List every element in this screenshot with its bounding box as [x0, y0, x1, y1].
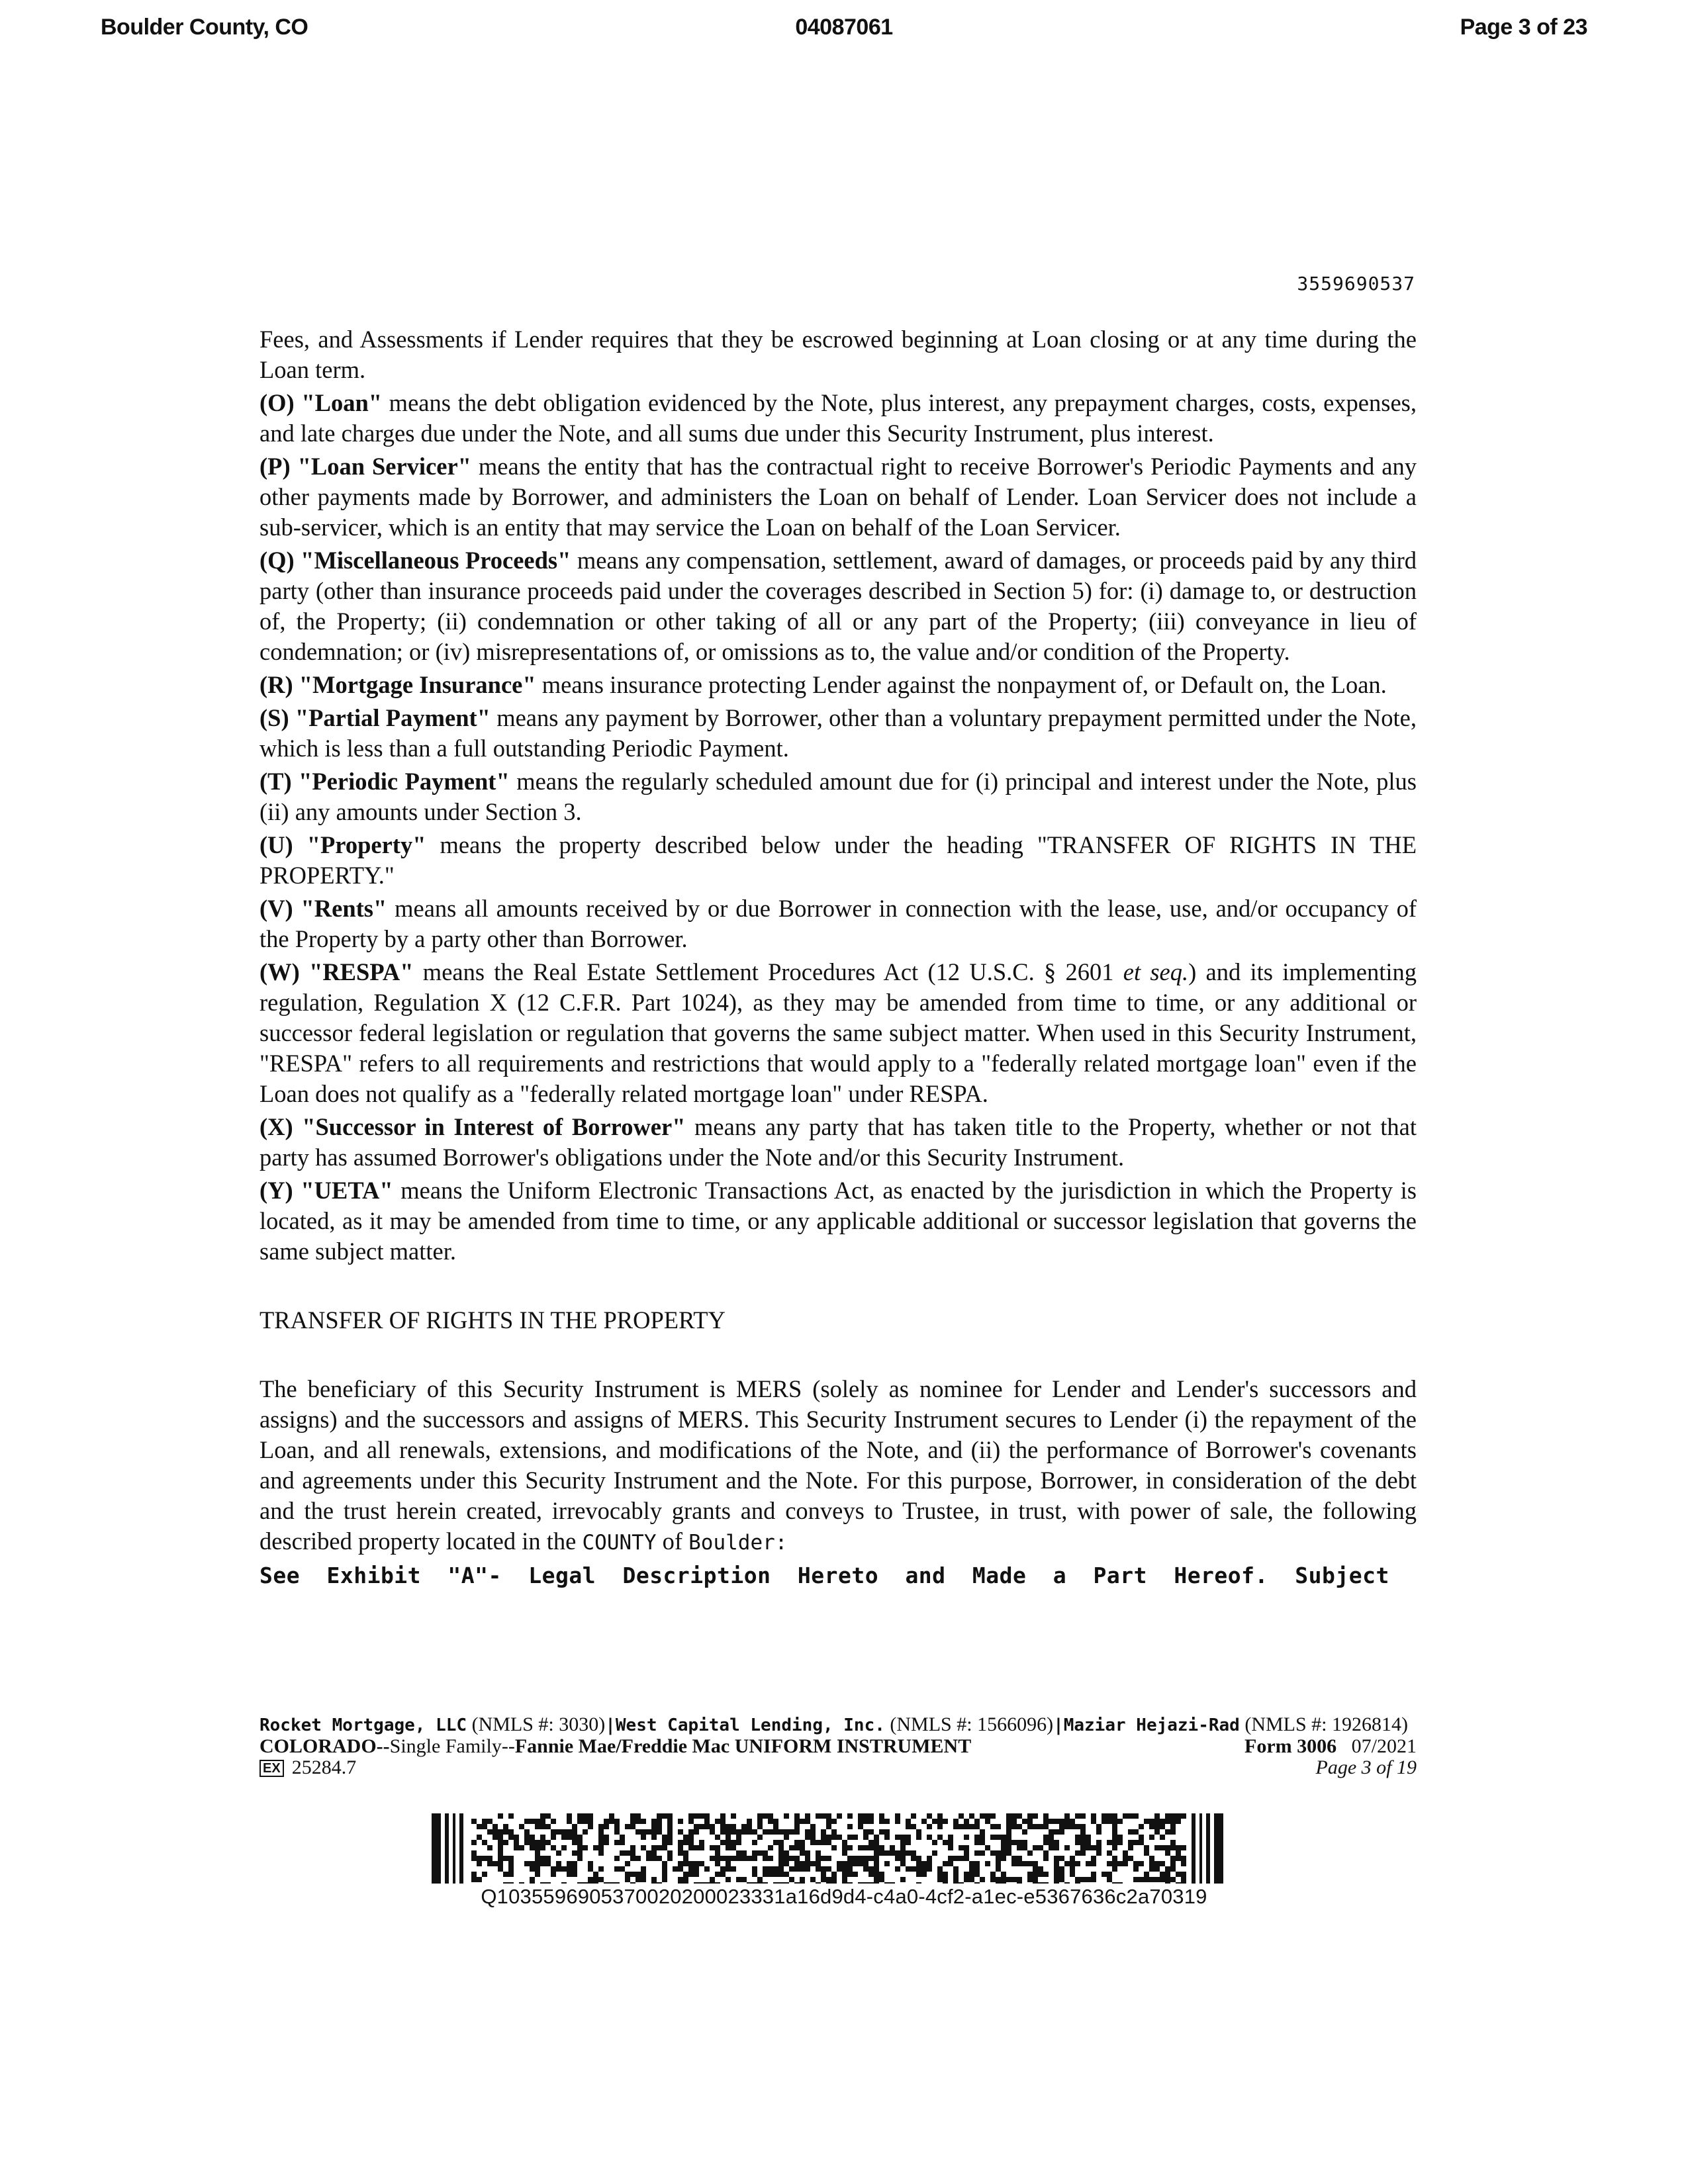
definition-v: (V) "Rents" means all amounts received by or due Borrower in connection with the lease, use, and/or occupancy of the Property by a party other than Borrower.	[259, 895, 1417, 952]
definition-o: (O) "Loan" means the debt obligation evidenced by the Note, plus interest, any prepayment charges, costs, expenses, and late charges due under the Note, and all sums due under this Security Instrument, plus interest.	[259, 389, 1417, 447]
doc-code-row	[259, 1757, 1417, 1778]
doc-code: 25284.7	[291, 1756, 357, 1778]
definition-s: (S) "Partial Payment" means any payment by Borrower, other than a voluntary prepayment permitted under the Note, which is less than a full outstanding Periodic Payment.	[259, 704, 1417, 762]
definition-term: (T) "Periodic Payment"	[259, 768, 510, 795]
instrument-title: COLORADO--Single Family--Fannie Mae/Freddie Mac UNIFORM INSTRUMENT	[259, 1735, 972, 1757]
definition-w: (W) "RESPA" means the Real Estate Settlement Procedures Act (12 U.S.C. § 2601 et seq.) and its implementing regulation, Regulation X (12 C.F.R. Part 1024), as they may be amended from time to time, or any additional or successor federal legislation or regulation that governs the same subject matter. When used in this Security Instrument, "RESPA" refers to all requirements and restrictions that would apply to a "federally related mortgage loan" even if the Loan does not qualify as a "federally related mortgage loan" under RESPA.	[259, 958, 1417, 1107]
barcode-text: Q1035596905370020200023331a16d9d4-c4a0-4cf2-a1ec-e5367636c2a70319	[481, 1885, 1207, 1908]
definition-r: (R) "Mortgage Insurance" means insurance protecting Lender against the nonpayment of, or Default on, the Loan.	[259, 671, 1387, 698]
definition-u: (U) "Property" means the property described below under the heading "TRANSFER OF RIGHTS IN THE PROPERTY."	[259, 831, 1417, 889]
definition-y: (Y) "UETA" means the Uniform Electronic Transactions Act, as enacted by the jurisdiction in which the Property is located, as it may be amended from time to time, or any applicable additional or successor legislation that governs the same subject matter.	[259, 1177, 1417, 1265]
definition-term: (W) "RESPA"	[259, 958, 414, 985]
page-header	[101, 15, 1587, 45]
section-heading: TRANSFER OF RIGHTS IN THE PROPERTY	[259, 1306, 726, 1334]
transfer-paragraph: The beneficiary of this Security Instrument is MERS (solely as nominee for Lender and Lender's successors and assigns) and the successors and assigns of MERS. This Security Instrument secures to Lender (i) the repayment of the Loan, and all renewals, extensions, and modifications of the Note, and (ii) the performance of Borrower's covenants and agreements under this Security Instrument and the Note. For this purpose, Borrower, in consideration of the debt and the trust herein created, irrevocably grants and conveys to Trustee, in trust, with power of sale, the following described property located in the COUNTY of Boulder:	[259, 1375, 1417, 1555]
definition-term: (U) "Property"	[259, 831, 426, 858]
instrument-row	[259, 1736, 1417, 1757]
definition-term: (V) "Rents"	[259, 895, 387, 922]
definition-term: (O) "Loan"	[259, 389, 383, 416]
definition-term: (Y) "UETA"	[259, 1177, 393, 1204]
form-id: Form 3006 07/2021	[1244, 1735, 1417, 1757]
county-label: Boulder County, CO	[101, 15, 308, 40]
form-page: Page 3 of 19	[1315, 1756, 1417, 1778]
county-type: COUNTY	[582, 1531, 657, 1555]
lender-line: Rocket Mortgage, LLC (NMLS #: 3030)|West Capital Lending, Inc. (NMLS #: 1566096)|Maziar Hejazi-Rad (NMLS #: 1926814)	[259, 1713, 1408, 1735]
definition-term: (S) "Partial Payment"	[259, 704, 491, 731]
document-body	[259, 324, 1417, 1591]
exhibit-line: See Exhibit "A"- Legal Description Hereto and Made a Part Hereof. Subject	[259, 1563, 1389, 1588]
definition-t: (T) "Periodic Payment" means the regularly scheduled amount due for (i) principal and interest under the Note, plus (ii) any amounts under Section 3.	[259, 768, 1417, 825]
definition-continuation: Fees, and Assessments if Lender requires that they be escrowed beginning at Loan closing or at any time during the Loan term.	[259, 326, 1417, 383]
loan-number: 3559690537	[1297, 273, 1415, 295]
definition-term: (X) "Successor in Interest of Borrower"	[259, 1113, 686, 1140]
barcode-icon	[432, 1813, 1223, 1884]
definition-term: (R) "Mortgage Insurance"	[259, 671, 536, 698]
definition-x: (X) "Successor in Interest of Borrower" means any party that has taken title to the Property, whether or not that party has assumed Borrower's obligations under the Note and/or this Security Instrument.	[259, 1113, 1417, 1171]
definition-q: (Q) "Miscellaneous Proceeds" means any compensation, settlement, award of damages, or proceeds paid by any third party (other than insurance proceeds paid under the coverages described in Section 5) for: (i) damage to, or destruction of, the Property; (ii) condemnation or other taking of all or any part of the Property; (iii) conveyance in lieu of condemnation; or (iv) misrepresentations of, or omissions as to, the value and/or condition of the Property.	[259, 547, 1417, 665]
definition-term: (P) "Loan Servicer"	[259, 453, 471, 480]
definition-term: (Q) "Miscellaneous Proceeds"	[259, 547, 571, 574]
form-footer	[259, 1714, 1417, 1778]
definition-p: (P) "Loan Servicer" means the entity that has the contractual right to receive Borrower's Periodic Payments and any other payments made by Borrower, and administers the Loan on behalf of Lender. Loan Servicer does not include a sub-servicer, which is an entity that may service the Loan on behalf of the Loan Servicer.	[259, 453, 1417, 541]
county-name: Boulder:	[688, 1531, 788, 1555]
ex-logo-icon: EX	[259, 1760, 284, 1777]
reception-number: 04087061	[795, 15, 893, 40]
page-counter: Page 3 of 23	[1460, 15, 1587, 40]
